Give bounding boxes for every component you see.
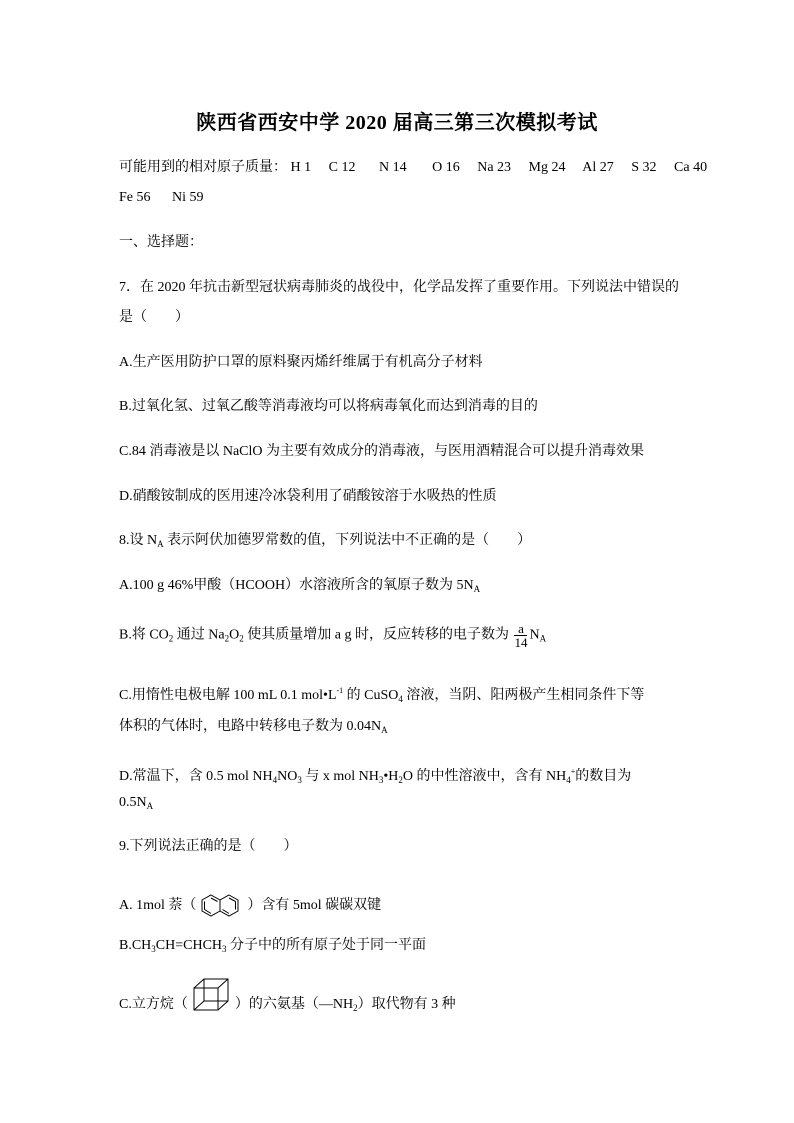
q7-stem-line2: 是（ ）	[119, 310, 189, 325]
subscript: A	[157, 539, 164, 549]
q8-option-c-line2	[119, 717, 388, 740]
page-title: 陕西省西安中学 2020 届高三第三次模拟考试	[196, 112, 598, 134]
q9-option-b-text-3: 分子中的所有原子处于同一平面	[226, 938, 427, 953]
superscript: -1	[336, 686, 344, 695]
atomic-mass-mg: Mg 24	[528, 160, 566, 175]
subscript: 4	[398, 694, 403, 704]
q8-option-d-text: D.常温下，含 0.5 mol NH	[119, 769, 273, 784]
superscript: +	[570, 767, 576, 776]
atomic-mass-label: 可能用到的相对原子质量：	[119, 160, 287, 175]
q7-stem-line1: 7．在 2020 年抗击新型冠状病毒肺炎的战役中，化学品发挥了重要作用。下列说法中错误的	[119, 280, 679, 295]
section-heading: 一、选择题：	[119, 235, 203, 250]
q9-stem: 9.下列说法正确的是（ ）	[119, 839, 298, 854]
q8-option-d-text-6: 的数目为	[575, 769, 632, 784]
atomic-mass-line-2	[119, 188, 204, 208]
subscript: 3	[222, 944, 227, 954]
atomic-mass-fe: Fe 56	[119, 190, 151, 205]
q8-option-c-text-4: 体积的气体时，电路中转移电子数为 0.04N	[119, 719, 382, 734]
q9-option-a	[119, 893, 381, 919]
q8-option-c	[119, 681, 644, 709]
q8-stem	[119, 531, 531, 554]
q8-stem-text-2: 表示阿伏加德罗常数的值，下列说法中不正确的是（ ）	[163, 533, 532, 548]
q9-option-c-text: C.立方烷（	[119, 997, 188, 1012]
q8-option-b	[119, 622, 546, 649]
q8-stem-text: 8.设 N	[119, 533, 158, 548]
q8-option-d-text-4: •H	[383, 769, 399, 784]
subscript: A	[473, 584, 481, 594]
atomic-mass-c: C 12	[328, 160, 356, 175]
subscript: 3	[151, 944, 156, 954]
q8-option-b-unit: N	[529, 627, 540, 643]
q8-option-a-text: A.100 g 46%甲酸（HCOOH）水溶液所含的氧原子数为 5N	[119, 578, 474, 593]
subscript: A	[539, 633, 547, 644]
atomic-mass-line	[119, 158, 707, 178]
q8-option-c-text-3: 溶液，当阴、阳两极产生相同条件下等	[402, 688, 645, 703]
subscript: 4	[272, 775, 278, 785]
subscript: 2	[239, 633, 244, 644]
cubane-structure-icon	[191, 976, 231, 1014]
subscript: A	[381, 725, 388, 735]
q9-option-a-text: A. 1mol 萘（	[119, 898, 197, 914]
subscript: 3	[378, 775, 384, 785]
naphthalene-structure-icon	[200, 893, 244, 919]
q7-option-a: A.生产医用防护口罩的原料聚丙烯纤维属于有机高分子材料	[119, 355, 483, 370]
q8-option-d-text-3: 与 x mol NH	[301, 769, 379, 784]
q8-option-d-text-5: O 的中性溶液中，含有 NH	[402, 769, 567, 784]
q8-option-a	[119, 576, 480, 599]
subscript: 2	[398, 775, 403, 785]
fraction-denominator: 14	[514, 635, 528, 650]
subscript: 4	[566, 775, 571, 785]
subscript: 2	[168, 633, 174, 644]
fraction	[514, 622, 527, 649]
subscript: 2	[224, 633, 230, 644]
q7-option-c: C.84 消毒液是以 NaClO 为主要有效成分的消毒液，与医用酒精混合可以提升消毒效果	[119, 444, 644, 459]
q8-option-d	[119, 762, 631, 790]
q7-option-d: D.硝酸铵制成的医用速冷冰袋利用了硝酸铵溶于水吸热的性质	[119, 489, 497, 504]
q9-option-c-text-3: ）取代物有 3 种	[357, 997, 456, 1012]
fraction-numerator: a	[514, 622, 527, 636]
q8-option-d-text-7: 0.5N	[119, 795, 147, 810]
q9-option-b	[119, 936, 426, 959]
q8-option-d-text-2: NO	[277, 769, 298, 784]
subscript: A	[146, 801, 154, 811]
q7-option-b: B.过氧化氢、过氧乙酸等消毒液均可以将病毒氧化而达到消毒的目的	[119, 399, 538, 414]
atomic-mass-n: N 14	[378, 160, 407, 175]
q8-option-b-text-3: O	[229, 627, 240, 643]
q9-option-c	[119, 995, 456, 1018]
q9-option-c-text-2: ）的六氨基（—NH	[234, 997, 354, 1012]
atomic-mass-o: O 16	[432, 160, 460, 175]
q8-option-b-text-4: 使其质量增加 a g 时，反应转移的电子数为	[243, 627, 513, 643]
subscript: 2	[353, 1003, 358, 1013]
atomic-mass-ni: Ni 59	[172, 190, 204, 205]
q8-option-b-text: B.将 CO	[119, 627, 169, 643]
atomic-mass-ca: Ca 40	[674, 160, 708, 175]
q8-option-b-text-2: 通过 Na	[173, 627, 225, 643]
q8-option-c-text-2: 的 CuSO	[343, 688, 399, 703]
q9-option-b-text-2: CH=CHCH	[155, 938, 223, 953]
atomic-mass-h: H 1	[290, 160, 312, 175]
atomic-mass-s: S 32	[631, 160, 657, 175]
q9-option-a-text-2: ）含有 5mol 碳碳双键	[247, 898, 382, 914]
q9-option-b-text: B.CH	[119, 938, 152, 953]
atomic-mass-al: Al 27	[582, 160, 614, 175]
q8-option-c-text: C.用惰性电极电解 100 mL 0.1 mol•L	[119, 688, 337, 703]
q8-option-d-line2	[119, 793, 153, 816]
subscript: 3	[297, 775, 302, 785]
atomic-mass-na: Na 23	[477, 160, 512, 175]
